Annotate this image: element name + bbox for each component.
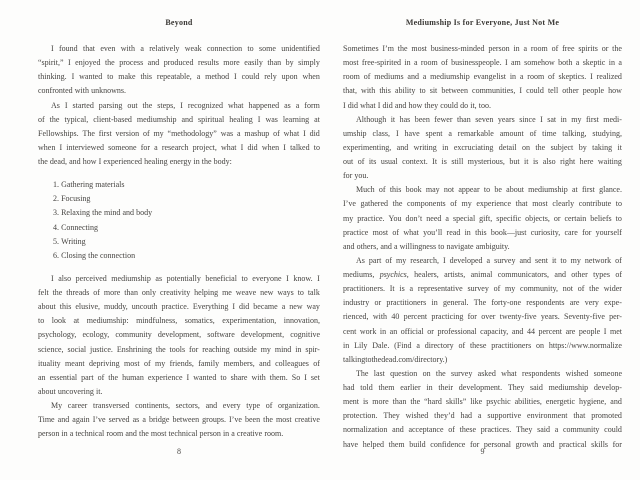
running-head-left: Beyond [165, 18, 193, 27]
text-line: of the typical, client-based mediumship and spiritual healing I was learning at [38, 114, 320, 124]
left-page [38, 0, 320, 480]
text-line: ment is more than the “hard skills” like psychic abilities, energetic hygiene, and [343, 397, 622, 407]
text-line: The last question on the survey asked what respondents wished someone [356, 368, 622, 378]
paragraph [38, 99, 320, 170]
list-item: 1. Gathering materials [53, 180, 125, 190]
text-line: umship class, I have spent a remarkable amount of time talking, studying, [343, 128, 622, 138]
text-line: Time and again I’ve served as a bridge between groups. I’ve been the most creative [38, 415, 320, 425]
text-line: As I started parsing out the steps, I recognized what happened as a form [51, 100, 320, 110]
text-line: protection. They wished they’d had a supportive environment that promoted [343, 411, 622, 421]
paragraph [38, 272, 320, 399]
text-line: most free-spirited in a room of businesspeople. I am somehow both a skeptic in a [343, 58, 622, 68]
list-item: 4. Connecting [53, 222, 98, 232]
right-page [343, 0, 622, 480]
text-line: the dead, and how I experienced healing energy in the body: [38, 157, 232, 166]
numbered-list [38, 178, 320, 263]
text-line: My career transversed continents, sectors, and every type of organization. [51, 401, 320, 410]
text-line: to look at mediumship: mindfulness, somatics, experimentation, innovation, [38, 316, 320, 326]
page-number-left: 8 [177, 447, 181, 456]
text-line: science, social justice. Enshrining the tools for reaching outside my mind in spir- [38, 344, 320, 354]
text-line: an essential part of the human experience I wanted to share with them. So I set [38, 372, 320, 382]
text-line: normalization and acceptance of these practices. They said a community could [343, 425, 622, 435]
text-line: ituality meant depriving most of my friends, family members, and colleagues of [38, 358, 320, 368]
text-line: I also perceived mediumship as potentially beneficial to everyone I know. I [51, 273, 320, 283]
text-line: out of its usual context. It is still mysterious, but it is also right here waiting [343, 157, 622, 166]
text-line: in Lily Dale. (Find a directory of these practitioners on https://www.normalize [343, 340, 622, 350]
paragraph [343, 42, 622, 113]
text-line: rienced, with 40 percent practicing for over twenty-five years. Seventy-five per- [343, 312, 622, 322]
text-line: that, with this ability to sit between communities, I could tell other people how [343, 86, 622, 96]
paragraph [343, 254, 622, 367]
paragraph [38, 399, 320, 441]
text-line: Sometimes I’m the most business-minded person in a room of free spirits or the [343, 44, 622, 53]
paragraph [343, 183, 622, 254]
text-line: talkingtothedead.com/directory.) [343, 354, 448, 364]
list-item: 6. Closing the connection [53, 250, 136, 260]
text-line: experimenting, and writing in excruciating detail on the subject by taking it [343, 142, 622, 152]
text-line: Much of this book may not appear to be about mediumship at first glance. [356, 185, 622, 195]
text-line: Fellowships. The first version of my “methodology” was a mashup of what I did [38, 128, 320, 138]
page-number-right: 9 [480, 447, 485, 456]
text-line: “spirit,” I enjoyed the process and produced results more easily than by simply [38, 58, 320, 68]
text-line: As part of my research, I developed a survey and sent it to my network of [356, 255, 622, 265]
list-item: 5. Writing [53, 236, 86, 246]
text-line: have helped them build confidence for personal growth and practical skills for [343, 439, 622, 449]
text-line: room of mediums and a mediumship evangelist in a room of skeptics. I realized [343, 72, 622, 82]
list-item: 2. Focusing [53, 194, 91, 204]
text-line: I did what I did and how they could do it, too. [343, 100, 491, 110]
text-line: felt the threads of more than only creativity helping me weave new ways to talk [38, 288, 320, 297]
right-page-text [343, 42, 622, 452]
text-line: my practice. You don’t need a special gift, specific objects, or certain beliefs to [343, 213, 622, 223]
paragraph [343, 367, 622, 452]
text-line: industry or practitioners in general. The forty-one respondents are very expe- [343, 298, 622, 308]
text-line: confronted with unknowns. [38, 86, 126, 96]
paragraph [38, 42, 320, 99]
list-item: 3. Relaxing the mind and body [53, 208, 153, 218]
text-line: practitioners. It is a representative survey of my community, not of the wider [343, 284, 622, 294]
text-line: when I interviewed someone for a research project, what I did when I talked to [38, 142, 320, 152]
text-line: about this elusive, muddy, uncouth practice. Everything I did became a new way [38, 302, 320, 312]
text-line: practice most of what you’ll read in this book—just curiosity, care for yourself [343, 227, 622, 237]
text-line: psychology, ecology, community development, software development, cognitive [38, 330, 320, 340]
text-line: for you. [343, 171, 369, 181]
text-line: I’ve gathered the components of my experience that most clearly contribute to [343, 199, 622, 209]
text-line: thinking. I wanted to make this repeatable, a method I could rely upon when [38, 72, 320, 82]
text-line: person in a technical room and the most technical person in a creative room. [38, 429, 284, 439]
paragraph [343, 113, 622, 184]
text-line: cent work in an official or professional capacity, and 44 percent are people I met [343, 326, 622, 336]
text-line: had told them earlier in their development. They said mediumship develop- [343, 383, 622, 392]
left-page-text [38, 42, 320, 441]
text-line: Although it has been fewer than seven years since I sat in my first medi- [356, 114, 622, 124]
running-head-right: Mediumship Is for Everyone, Just Not Me [405, 18, 560, 27]
text-line: mediums, psychics, healers, artists, animal communicators, and other types of [343, 270, 622, 279]
text-line: and others, and a willingness to navigate ambiguity. [343, 241, 510, 251]
text-line: I found that even with a relatively weak connection to some unidentified [51, 44, 320, 53]
text-line: about uncovering it. [38, 386, 103, 396]
